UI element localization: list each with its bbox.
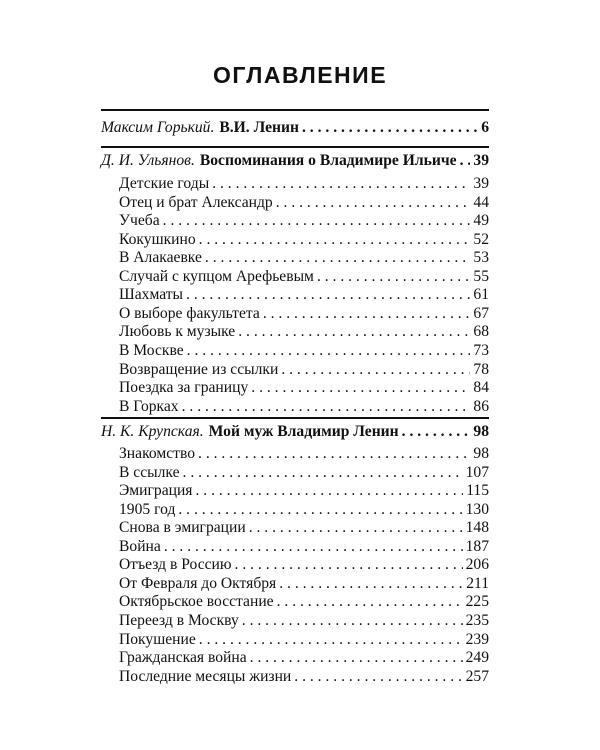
divider	[101, 417, 489, 419]
dot-leader	[294, 666, 462, 688]
page-number: 211	[466, 574, 489, 592]
toc-item-title: Учеба	[119, 212, 160, 230]
section-author: Максим Горький.	[101, 119, 215, 136]
toc-item-title: Переезд в Москву	[119, 611, 239, 629]
toc-item-title: О выборе факультета	[119, 304, 260, 322]
toc-item-title: В ссылке	[119, 463, 180, 481]
page-number: 130	[465, 500, 489, 518]
toc-item-title: Случай с купцом Арефьевым	[119, 267, 314, 285]
toc-item-title: Война	[119, 537, 161, 555]
divider	[101, 146, 489, 148]
toc-item-title: В Горках	[119, 397, 179, 415]
section-title: Мой муж Владимир Ленин	[208, 423, 399, 440]
page-number: 52	[473, 230, 489, 248]
divider	[101, 109, 489, 111]
toc-item[interactable]	[119, 396, 489, 418]
section-title: Воспоминания о Владимире Ильиче	[199, 152, 457, 169]
page-number: 67	[473, 304, 489, 322]
toc-item-title: Снова в эмиграции	[119, 519, 246, 537]
page-number: 239	[465, 630, 489, 648]
dot-leader	[402, 421, 471, 443]
page-number: 107	[465, 463, 489, 481]
dot-leader	[302, 117, 478, 139]
page-number: 61	[473, 286, 489, 304]
toc-item-title: Знакомство	[119, 445, 196, 462]
page-number: 206	[465, 556, 489, 574]
toc-item-title: Шахматы	[119, 286, 184, 304]
page-title: ОГЛАВЛЕНИЕ	[212, 62, 388, 88]
page-number: 68	[473, 323, 489, 341]
page-number: 49	[473, 212, 489, 230]
page-number: 78	[473, 360, 489, 378]
page-number: 187	[465, 537, 489, 555]
toc-item-title: Кокушкино	[119, 230, 196, 248]
page-number: 53	[473, 249, 489, 267]
toc-item-title: Детские годы	[119, 175, 210, 192]
page-number: 235	[465, 611, 489, 629]
page-number: 257	[465, 667, 489, 685]
toc-item-title: Последние месяцы жизни	[119, 667, 292, 685]
toc-item-title: Любовь к музыке	[119, 323, 236, 341]
toc-item-title: Поездка за границу	[119, 379, 249, 397]
toc-item[interactable]	[119, 666, 489, 688]
page-number: 98	[473, 445, 489, 462]
toc-item-title: 1905 год	[119, 500, 176, 518]
toc-section-entry[interactable]	[101, 150, 489, 172]
toc-item-title: Возвращение из ссылки	[119, 360, 279, 378]
page-number: 6	[481, 119, 489, 136]
section-author: Д. И. Ульянов.	[101, 152, 195, 169]
section-author: Н. К. Крупская.	[101, 423, 204, 440]
toc-item-title: Гражданская война	[119, 649, 247, 667]
toc-item-title: От Февраля до Октября	[119, 574, 277, 592]
page-number: 98	[473, 423, 489, 440]
page-number: 84	[473, 379, 489, 397]
page-number: 73	[473, 341, 489, 359]
page-number: 115	[466, 482, 489, 500]
toc-item-title: Эмиграция	[119, 482, 193, 500]
toc-item-title: Отъезд в Россию	[119, 556, 232, 574]
toc-item-title: Покушение	[119, 630, 196, 648]
toc-item-title: В Алакаевке	[119, 249, 202, 267]
page-number: 55	[473, 267, 489, 285]
toc-item-title: Октябрьское восстание	[119, 593, 274, 611]
dot-leader	[182, 396, 471, 418]
page-number: 225	[465, 593, 489, 611]
toc-item-title: В Москве	[119, 341, 184, 359]
page-number: 39	[473, 152, 489, 169]
toc-section-entry[interactable]	[101, 117, 489, 139]
section-title: В.И. Ленин	[219, 119, 299, 136]
page-number: 249	[465, 649, 489, 667]
page-number: 44	[473, 193, 489, 211]
page-number: 86	[473, 397, 489, 415]
dot-leader	[460, 150, 471, 172]
toc-section-entry[interactable]	[101, 421, 489, 443]
page-number: 148	[465, 519, 489, 537]
toc-item-title: Отец и брат Александр	[119, 193, 273, 211]
page-number: 39	[473, 175, 489, 192]
